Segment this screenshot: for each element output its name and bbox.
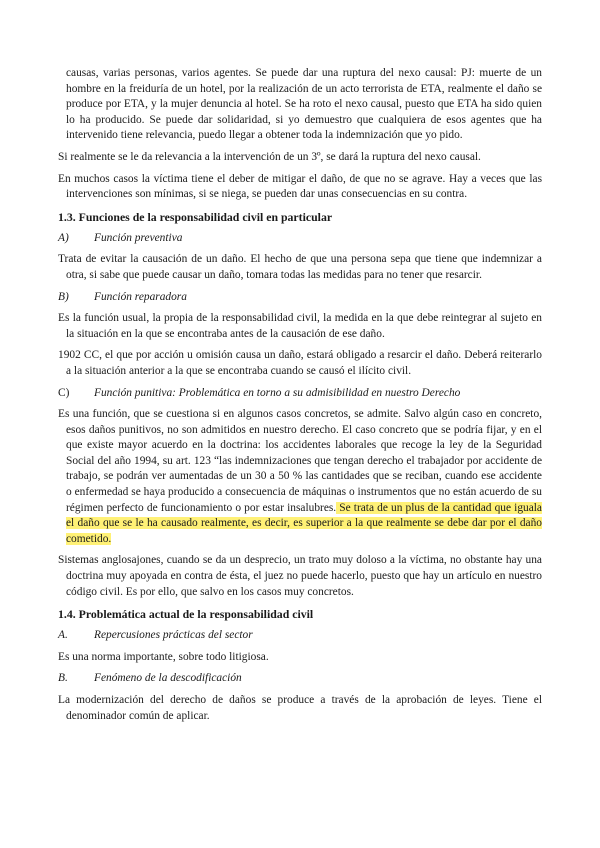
subheading-title: Función preventiva [94, 231, 183, 244]
subheading-title: Función reparadora [94, 290, 187, 303]
subheading-preventiva [58, 231, 542, 247]
section-heading-1-3: 1.3. Funciones de la responsabilidad civil en particular [58, 209, 333, 224]
paragraph-1902-cc: 1902 CC, el que por acción u omisión causa un daño, estará obligado a resarcir el daño. Deberá reiterarlo a la situación anterior a la que se encontraba cuando se causó el ilícito civil. [58, 349, 542, 377]
paragraph-reparadora: Es la función usual, la propia de la responsabilidad civil, la medida en la que debe reintegrar al sujeto en la situación en la que se encontraba antes de la causación de ese daño. [58, 312, 542, 340]
subheading-letter: A) [58, 231, 69, 244]
subheading-letter: A. [58, 629, 68, 642]
paragraph-modernizacion: La modernización del derecho de daños se produce a través de la aprobación de leyes. Tiene el denominador común de aplicar. [58, 694, 542, 722]
document-body [58, 66, 542, 730]
paragraph-text: Es una función, que se cuestiona si en algunos casos concretos, se admite. Salvo algún caso en concreto, esos daños punitivos, no son admitidos en nuestro derecho. El caso concreto que se podría fijar, y en el que existe mayor acuerdo en la doctrina: los accidentes laborales que recoge la ley de la Seguridad Social del año 1994, su art. 123 “las indemnizaciones que tengan derecho el trabajador por accidente de trabajo, se podrán ver aumentadas de un 30 a 50 % las cantidades que se reciban, cuando ese accidente o enfermedad se haya producido a consecuencia de máquinas o instrumentos que no están acuerdo de su régimen perfecto de funcionamiento o por estar insalubres. [58, 408, 542, 514]
paragraph-nexo-causal: causas, varias personas, varios agentes. Se puede dar una ruptura del nexo causal: PJ: muerte de un hombre en la freiduría de un hotel, por la realización de un acto terrorista de ETA, realmente el daño se produce por ETA, y la mujer denuncia al hotel. Se ha roto el nexo causal, puesto que ETA ha sido quien lo ha producido. Se puede dar solidaridad, si yo demuestro que cualquiera de esos agentes que ha intervenido tiene relevancia, puedo llegar a obtener toda la indemnización que yo pido. [66, 67, 542, 142]
subheading-title: Repercusiones prácticas del sector [94, 629, 253, 642]
subheading-descodificacion [58, 671, 542, 687]
paragraph-norma: Es una norma importante, sobre todo litigiosa. [58, 650, 269, 663]
subheading-letter: B) [58, 290, 69, 303]
paragraph-preventiva: Trata de evitar la causación de un daño. El hecho de que una persona sepa que tiene que indemnizar a otra, si sabe que puede causar un daño, tomara todas las medidas para no tener que resarcir. [58, 253, 542, 281]
subheading-title: Fenómeno de la descodificación [94, 672, 242, 685]
section-heading-1-4: 1.4. Problemática actual de la responsabilidad civil [58, 607, 314, 622]
paragraph-mitigar: En muchos casos la víctima tiene el deber de mitigar el daño, de que no se agrave. Hay a veces que las intervenciones son mínimas, si se niega, se pueden dar unas consecuencias en su contra. [58, 172, 542, 201]
subheading-punitiva [58, 386, 542, 402]
subheading-letter: C) [58, 386, 70, 399]
subheading-repercusiones [58, 628, 542, 644]
paragraph-punitiva [58, 407, 542, 547]
highlighted-text: Se trata de un plus de la cantidad que iguala el daño que se le ha causado realmente, es decir, es superior a la que realmente se debe dar por el daño cometido. [66, 501, 542, 545]
subheading-title: Función punitiva: Problemática en torno a su admisibilidad en nuestro Derecho [94, 386, 461, 399]
subheading-letter: B. [58, 672, 68, 685]
paragraph-ruptura: Si realmente se le da relevancia a la intervención de un 3º, se dará la ruptura del nexo causal. [58, 150, 481, 163]
subheading-reparadora [58, 290, 542, 306]
paragraph-anglosajones: Sistemas anglosajones, cuando se da un desprecio, un trato muy doloso a la víctima, no obstante hay una doctrina muy apoyada en contra de ésta, el juez no puede hacerlo, puesto que hay un artículo en nuestro código civil. Es por ello, que salvo en los casos muy concretos. [58, 554, 542, 598]
